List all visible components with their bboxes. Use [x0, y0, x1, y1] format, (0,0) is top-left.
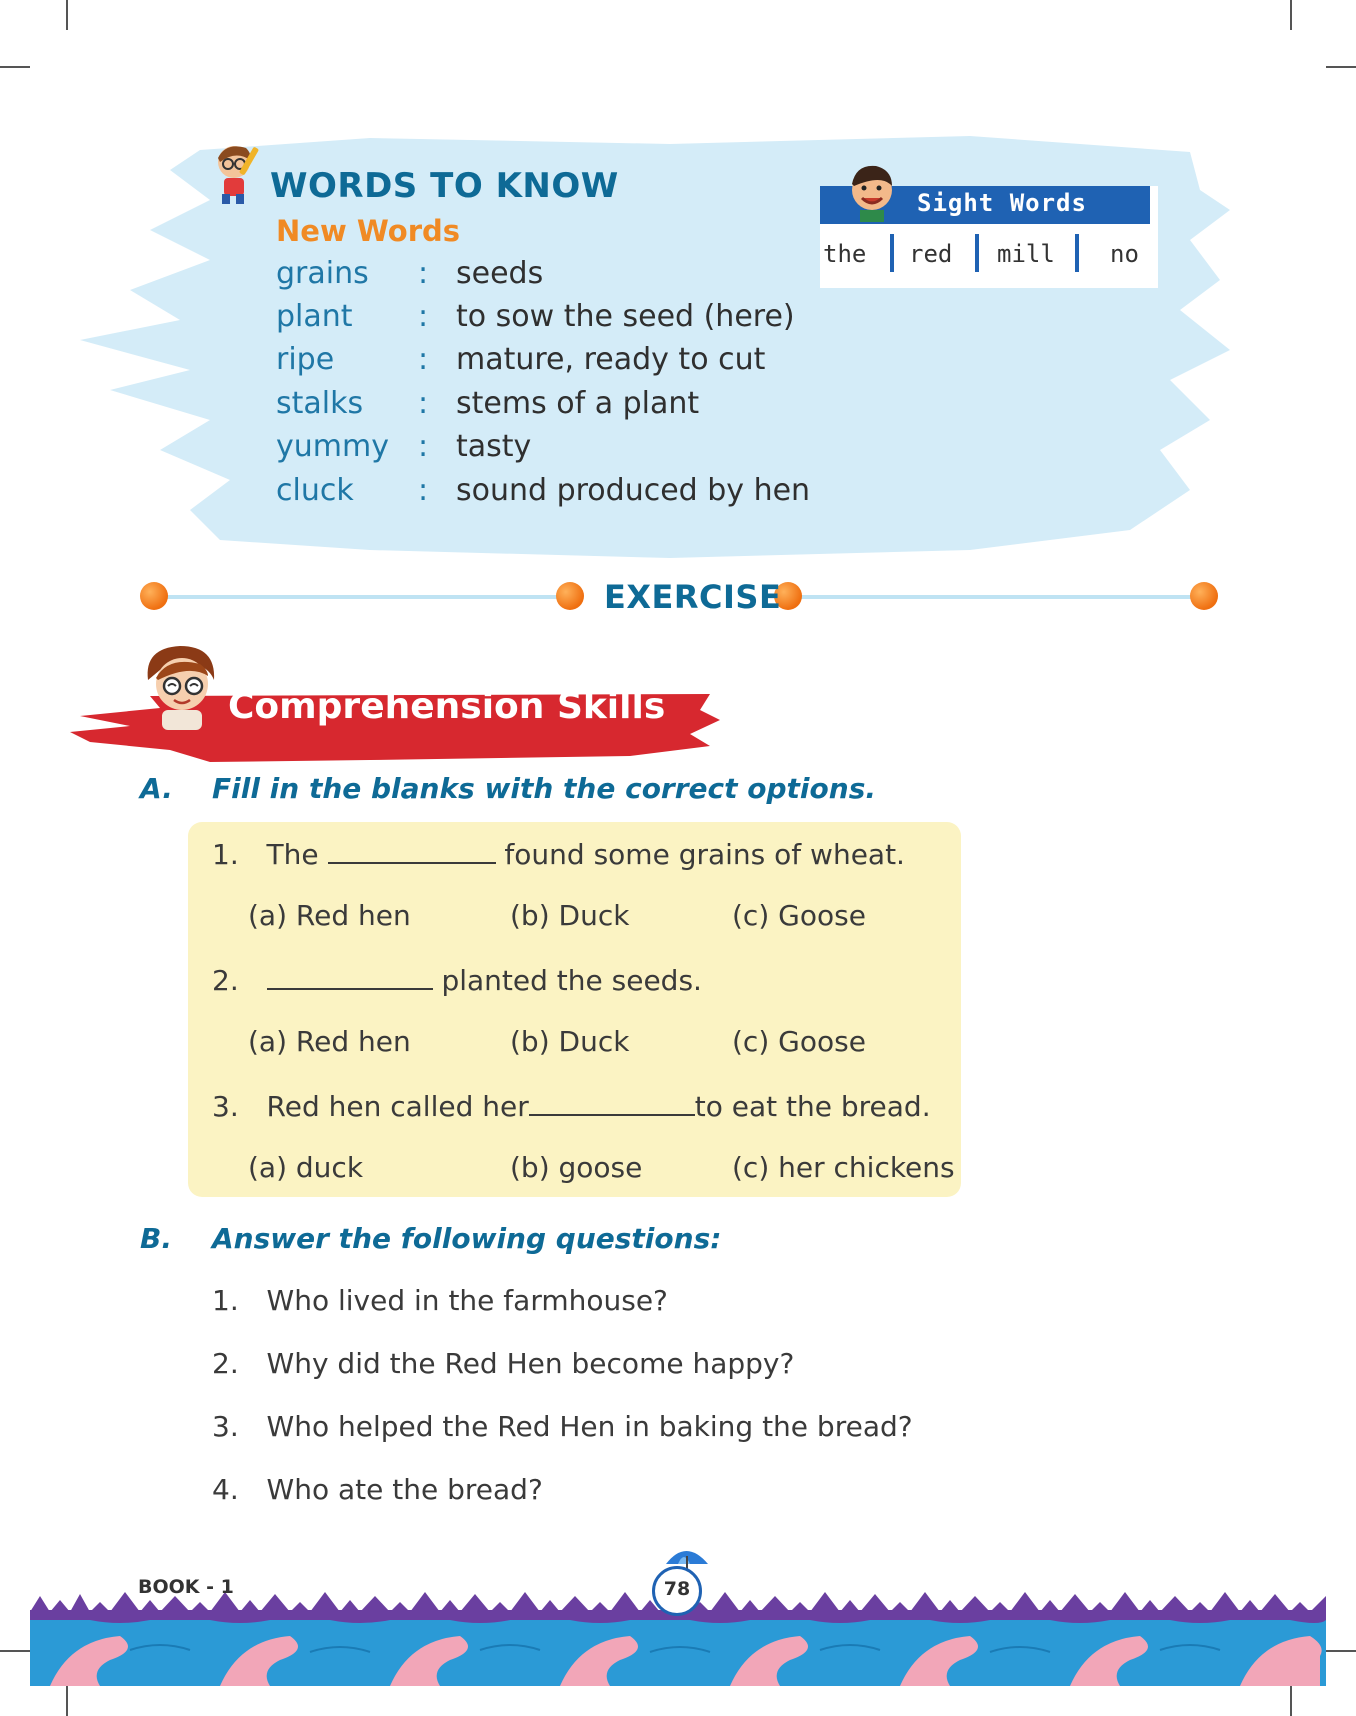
- question-number: 1.: [212, 838, 239, 871]
- question-number: 3.: [212, 1090, 239, 1123]
- question-number: 4.: [212, 1473, 239, 1506]
- vocab-colon: :: [418, 256, 429, 291]
- sight-word-separator: [890, 234, 894, 272]
- answer-blank[interactable]: [529, 1088, 695, 1116]
- sight-word: mill: [997, 240, 1055, 268]
- words-to-know-title: WORDS TO KNOW: [270, 166, 619, 206]
- divider-line: [800, 595, 1200, 599]
- question-text: Who ate the bread?: [266, 1473, 543, 1506]
- page-number: 78: [663, 1578, 691, 1600]
- question-text-before: Red hen called her: [266, 1090, 529, 1123]
- crop-mark: [1290, 0, 1292, 30]
- question-text-after: to eat the bread.: [694, 1090, 931, 1123]
- vocab-word: plant: [276, 299, 353, 334]
- fill-in-blanks-box: [188, 822, 961, 1197]
- vocab-meaning: sound produced by hen: [456, 473, 811, 508]
- question-text: Who lived in the farmhouse?: [266, 1284, 668, 1317]
- question-item: [212, 1410, 913, 1443]
- girl-mascot-icon: [140, 640, 226, 730]
- divider-dot: [1190, 582, 1218, 610]
- option: (c) her chickens: [732, 1151, 955, 1184]
- sight-word: the: [823, 240, 867, 268]
- vocab-word: cluck: [276, 473, 354, 508]
- divider-line: [160, 595, 560, 599]
- vocab-meaning: to sow the seed (here): [456, 299, 795, 334]
- option: (c) Goose: [732, 1025, 866, 1058]
- sight-words-title: Sight Words: [917, 189, 1087, 217]
- crop-mark: [0, 1650, 30, 1652]
- divider-dot: [556, 582, 584, 610]
- option: (b) Duck: [510, 899, 630, 932]
- option: (a) Red hen: [248, 899, 411, 932]
- option: (c) Goose: [732, 899, 866, 932]
- vocab-word: yummy: [276, 429, 389, 464]
- question-text-before: The: [266, 838, 319, 871]
- exercise-title: EXERCISE: [604, 578, 782, 616]
- vocab-colon: :: [418, 386, 429, 421]
- boy-face-icon: [846, 160, 898, 222]
- section-b-title: Answer the following questions:: [212, 1222, 722, 1255]
- question-number: 1.: [212, 1284, 239, 1317]
- book-label: BOOK - 1: [138, 1576, 234, 1598]
- crop-mark: [0, 66, 30, 68]
- answer-blank[interactable]: [328, 836, 496, 864]
- vocab-word: stalks: [276, 386, 364, 421]
- question-text: Why did the Red Hen become happy?: [266, 1347, 795, 1380]
- option: (b) Duck: [510, 1025, 630, 1058]
- sight-word: no: [1110, 240, 1139, 268]
- question-text-after: found some grains of wheat.: [504, 838, 905, 871]
- question-number: 2.: [212, 964, 239, 997]
- crop-mark: [1290, 1686, 1292, 1716]
- sight-word: red: [909, 240, 953, 268]
- vocab-meaning: stems of a plant: [456, 386, 700, 421]
- option: (a) Red hen: [248, 1025, 411, 1058]
- question-item: [212, 1347, 794, 1380]
- question-text-after: planted the seeds.: [441, 964, 702, 997]
- vocab-colon: :: [418, 342, 429, 377]
- crop-mark: [1326, 66, 1356, 68]
- crop-mark: [66, 1686, 68, 1716]
- question-item: [212, 1473, 543, 1506]
- vocab-colon: :: [418, 473, 429, 508]
- vocab-colon: :: [418, 429, 429, 464]
- vocab-meaning: seeds: [456, 256, 544, 291]
- question-number: 2.: [212, 1347, 239, 1380]
- vocab-word: grains: [276, 256, 369, 291]
- section-b-letter: B.: [140, 1222, 172, 1255]
- option: (a) duck: [248, 1151, 364, 1184]
- section-a-title: Fill in the blanks with the correct options.: [212, 772, 877, 805]
- new-words-subtitle: New Words: [276, 214, 461, 248]
- divider-dot: [140, 582, 168, 610]
- question-item: [212, 1088, 931, 1123]
- boy-mascot-icon: [206, 140, 268, 206]
- sight-word-separator: [1075, 234, 1079, 272]
- question-item: [212, 1284, 668, 1317]
- crop-mark: [1326, 1650, 1356, 1652]
- question-item: [212, 962, 702, 997]
- vocab-colon: :: [418, 299, 429, 334]
- crop-mark: [66, 0, 68, 30]
- option: (b) goose: [510, 1151, 643, 1184]
- sight-word-separator: [975, 234, 979, 272]
- comprehension-title: Comprehension Skills: [228, 686, 666, 727]
- question-number: 3.: [212, 1410, 239, 1443]
- answer-blank[interactable]: [267, 962, 433, 990]
- section-a-letter: A.: [140, 772, 173, 805]
- vocab-word: ripe: [276, 342, 335, 377]
- vocab-meaning: tasty: [456, 429, 532, 464]
- question-item: [212, 836, 905, 871]
- vocab-meaning: mature, ready to cut: [456, 342, 766, 377]
- question-text: Who helped the Red Hen in baking the bread?: [266, 1410, 913, 1443]
